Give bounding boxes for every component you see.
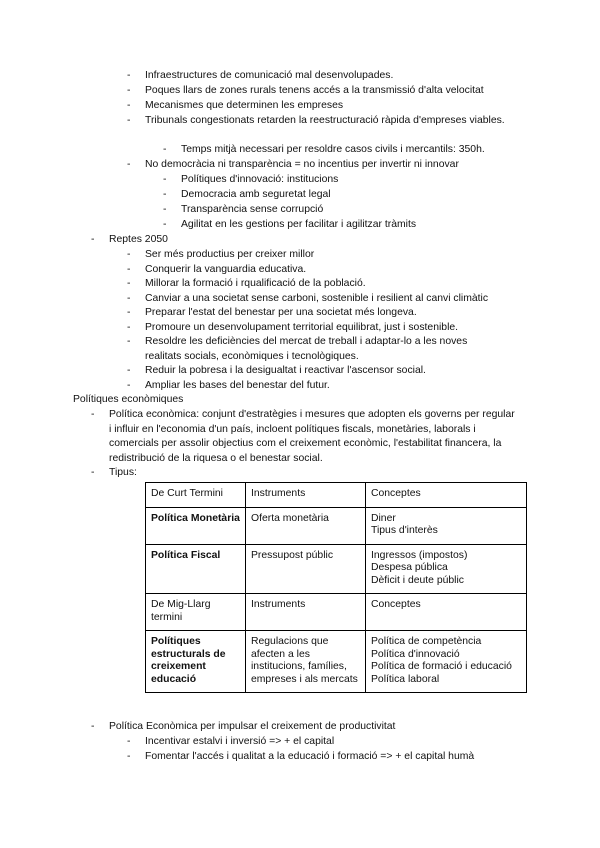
table-cell: Diner Tipus d'interès (366, 507, 527, 544)
list-dash: - (163, 189, 167, 200)
list-item: Mecanismes que determinen les empreses (145, 100, 344, 111)
list-item: Tribunals congestionats retarden la reestructuració ràpida d'empreses viables. (145, 115, 505, 126)
list-dash: - (163, 174, 167, 185)
table-cell: Política de competència Política d'innovació Política de formació i educació Política laboral (366, 631, 527, 693)
list-dash: - (127, 336, 131, 347)
table-cell: Instruments (246, 483, 366, 508)
tipus-label: Tipus: (109, 467, 137, 478)
list-dash: - (163, 144, 167, 155)
list-subitem: Democracia amb seguretat legal (181, 189, 331, 200)
list-dash: - (91, 409, 95, 420)
list-item: Ampliar les bases del benestar del futur. (145, 380, 330, 391)
list-dash: - (127, 249, 131, 260)
list-item: Fomentar l'accés i qualitat a la educació i formació => + el capital humà (145, 751, 475, 762)
list-dash: - (127, 736, 131, 747)
list-dash: - (91, 467, 95, 478)
list-dash: - (127, 322, 131, 333)
list-dash: - (91, 721, 95, 732)
list-dash: - (163, 204, 167, 215)
list-item: Incentivar estalvi i inversió => + el capital (145, 736, 335, 747)
list-subitem: Agilitat en les gestions per facilitar i agilitzar tràmits (181, 219, 417, 230)
list-item: Promoure un desenvolupament territorial equilibrat, just i sostenible. (145, 322, 459, 333)
list-dash: - (127, 380, 131, 391)
table-cell: Pressupost públic (246, 544, 366, 594)
table-cell: Ingressos (impostos) Despesa pública Dèficit i deute públic (366, 544, 527, 594)
list-item: Preparar l'estat del benestar per una societat més longeva. (145, 307, 417, 318)
definition-paragraph: Política econòmica: conjunt d'estratègies i mesures que adopten els governs per regular i influir en l'economia d'un país, incloent polítiques fiscals, monetàries, laborals i comercials per assolir objectius com el creixement econòmic, l'estabilitat financera, la redistribució de la riquesa o el benestar social. (109, 409, 515, 464)
table-row (146, 631, 527, 693)
table-cell: De Curt Termini (146, 483, 246, 508)
table-cell: Oferta monetària (246, 507, 366, 544)
list-dash: - (91, 234, 95, 245)
table-row (146, 544, 527, 594)
table-row (146, 507, 527, 544)
table-cell: Política Fiscal (146, 544, 246, 594)
table-row (146, 594, 527, 631)
list-item: Conquerir la vanguardia educativa. (145, 264, 307, 275)
list-item: Poques llars de zones rurals tenens accés a la transmissió d'alta velocitat (145, 85, 484, 96)
list-dash: - (127, 115, 131, 126)
list-dash: - (163, 219, 167, 230)
list-dash: - (127, 85, 131, 96)
table-cell: Conceptes (366, 594, 527, 631)
list-item: No democràcia ni transparència = no incentius per invertir ni innovar (145, 159, 459, 170)
list-subitem: Temps mitjà necessari per resoldre casos civils i mercantils: 350h. (181, 144, 485, 155)
list-dash: - (127, 264, 131, 275)
list-dash: - (127, 307, 131, 318)
table-cell: Regulacions que afecten a les institucions, famílies, empreses i als mercats (246, 631, 366, 693)
list-subitem: Polítiques d'innovació: institucions (181, 174, 339, 185)
list-dash: - (127, 751, 131, 762)
table-cell: Instruments (246, 594, 366, 631)
list-dash: - (127, 159, 131, 170)
list-dash: - (127, 293, 131, 304)
list-dash: - (127, 365, 131, 376)
section-heading-impuls: Política Econòmica per impulsar el creixement de productivitat (109, 721, 396, 732)
list-item: Millorar la formació i rqualificació de la població. (145, 278, 366, 289)
list-item: Infraestructures de comunicació mal desenvolupades. (145, 70, 394, 81)
list-item: Canviar a una societat sense carboni, sostenible i resilient al canvi climàtic (145, 293, 489, 304)
list-subitem: Transparència sense corrupció (181, 204, 324, 215)
section-heading-reptes: Reptes 2050 (109, 234, 168, 245)
table-cell: Polítiques estructurals de creixement educació (146, 631, 246, 693)
section-heading-politiques: Polítiques econòmiques (73, 394, 184, 405)
policy-table (145, 482, 527, 693)
table-cell: Política Monetària (146, 507, 246, 544)
table-cell: De Mig-Llarg termini (146, 594, 246, 631)
list-item: Ser més productius per creixer millor (145, 249, 315, 260)
list-dash: - (127, 278, 131, 289)
list-dash: - (127, 100, 131, 111)
table-row (146, 483, 527, 508)
table-cell: Conceptes (366, 483, 527, 508)
list-item: Reduir la pobresa i la desigualtat i reactivar l'ascensor social. (145, 365, 426, 376)
list-dash: - (127, 70, 131, 81)
list-item: Resoldre les deficiències del mercat de treball i adaptar-lo a les noves realitats socials, econòmiques i tecnològiques. (145, 336, 468, 362)
